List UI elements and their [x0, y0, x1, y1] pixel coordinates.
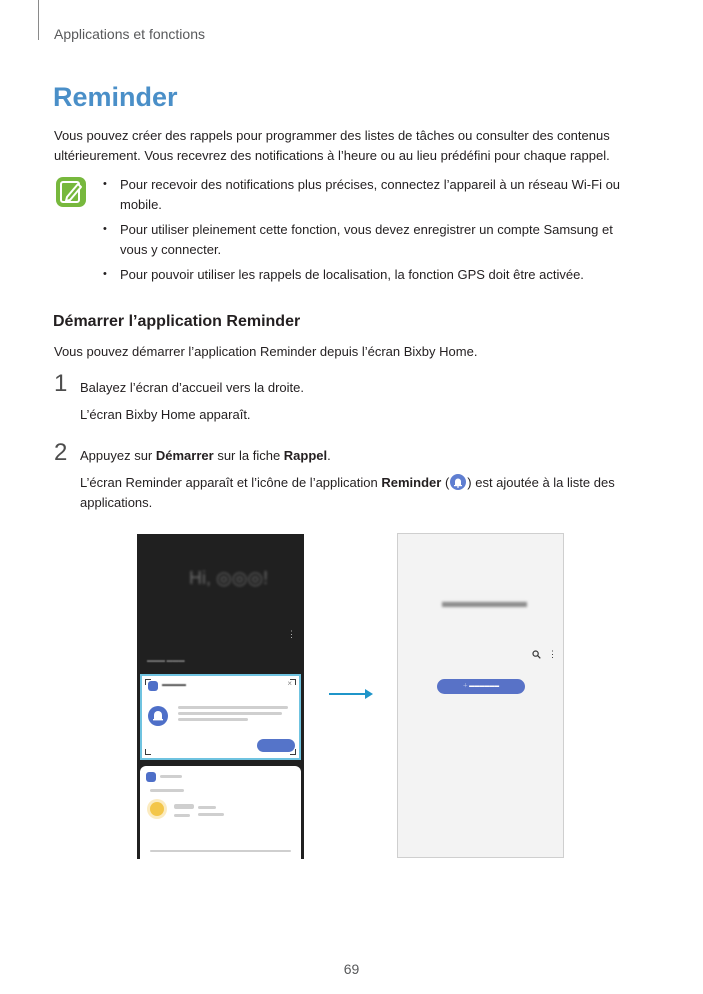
pencil-note-icon [56, 177, 86, 207]
arrow-head [365, 689, 373, 699]
step-1-result: L’écran Bixby Home apparaît. [80, 407, 251, 422]
bell-icon [148, 706, 168, 726]
weather-card [140, 766, 301, 859]
bixby-home-screenshot [137, 534, 304, 859]
blurred-card-title: ▬▬▬▬ [162, 682, 186, 688]
write-reminder-button[interactable]: ＋ ▬▬▬▬▬▬ [437, 679, 525, 694]
step-1-number: 1 [54, 370, 68, 397]
step-1-text: Balayez l’écran d’accueil vers la droite. [80, 380, 304, 395]
right-arrow-icon [329, 693, 367, 695]
weather-app-icon [146, 772, 156, 782]
header-rule [38, 0, 39, 40]
reminder-app-screenshot [397, 533, 564, 858]
step-2-text: Appuyez sur Démarrer sur la fiche Rappel. [80, 448, 331, 463]
intro-paragraph: Vous pouvez créer des rappels pour programmer des listes de tâches ou consulter des contenus ultérieurement. Vous recevrez des notifications à l’heure ou au lieu prédéfini pour chaque rappel. [54, 128, 610, 163]
start-button[interactable] [257, 739, 295, 752]
note-item: • Pour recevoir des notifications plus précises, connectez l’appareil à un réseau Wi-Fi ou mobile. [103, 177, 621, 212]
search-icon [532, 650, 541, 661]
close-icon: × [287, 679, 292, 688]
more-options-icon: ⋮ [548, 649, 557, 659]
reminder-bell-icon [450, 474, 466, 490]
step-2-result: L’écran Reminder apparaît et l’icône de l’application Reminder ( ) est ajoutée à la liste des applications. [80, 475, 615, 510]
sun-icon [150, 802, 164, 816]
more-options-icon: ⋮ [287, 629, 296, 639]
note-item: • Pour pouvoir utiliser les rappels de localisation, la fonction GPS doit être activée. [103, 267, 584, 282]
section-heading: Démarrer l’application Reminder [53, 313, 301, 330]
blurred-caption: ▬▬▬ ▬▬▬ [147, 658, 185, 664]
blurred-app-title: ▬▬▬▬▬ [442, 592, 527, 611]
page-title: Reminder [53, 82, 178, 112]
section-intro: Vous pouvez démarrer l’application Reminder depuis l’écran Bixby Home. [54, 344, 478, 359]
card-label: Rappel [283, 448, 328, 463]
reminder-card [140, 674, 301, 760]
section-header: Applications et fonctions [54, 26, 205, 42]
start-label: Démarrer [155, 448, 214, 463]
reminder-app-icon [148, 681, 158, 691]
blurred-greeting: Hi, ◎◎◎! [189, 568, 269, 588]
step-2-number: 2 [54, 439, 68, 466]
page-number: 69 [343, 961, 360, 977]
note-item: • Pour utiliser pleinement cette fonction, vous devez enregistrer un compte Samsung et vous y connecter. [103, 222, 613, 257]
note-list [98, 175, 638, 291]
